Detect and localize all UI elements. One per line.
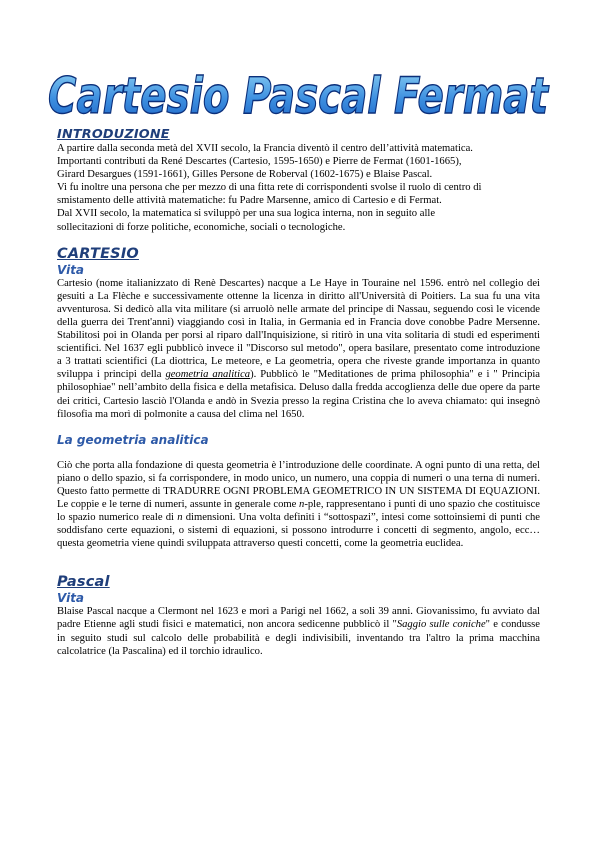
pascal-biography	[57, 605, 540, 657]
intro-line: Dal XVII secolo, la matematica si sviluppò per una sua logica interna, non in seguito alle	[57, 208, 436, 220]
wordart-title-text: Cartesio Pascal Fermat	[48, 67, 550, 124]
intro-line: Girard Desargues (1591-1661), Gilles Persone de Roberval (1602-1675) e Blaise Pascal.	[57, 169, 433, 181]
intro-heading: INTRODUZIONE	[57, 127, 170, 142]
intro-line: Importanti contributi da René Descartes (Cartesio, 1595-1650) e Pierre de Fermat (1601-1665),	[57, 156, 462, 168]
cartesio-heading: CARTESIO	[57, 245, 139, 262]
document-body	[57, 127, 540, 658]
intro-line: sollecitazioni di forze politiche, economiche, sociali o tecnologiche.	[57, 221, 346, 233]
intro-paragraph	[57, 142, 540, 234]
pascal-text-1: Blaise Pascal nacque a Clermont nel 1623 e morì a Parigi nel 1662, a soli 39 anni. Giovanissimo, fu avviato dal padre Etienne agli studi fisici e matematici, non ancora sedicenne pubblicò il "	[57, 606, 540, 631]
cartesio-subheading: Vita	[57, 262, 85, 277]
pascal-subheading: Vita	[57, 591, 85, 606]
geometria-heading: La geometria analitica	[57, 432, 209, 447]
geometria-text-1: Ciò che porta alla fondazione di questa geometria è l’introduzione delle coordinate. A ogni punto di una retta, del piano o dello spazio, si fa corrispondere, in modo unico, un numero, una coppia di numeri o una terna di numeri. Questo fatto permette di TRADURRE OGNI PROBLEMA GEOMETRICO IN UN SISTEMA DI EQUAZIONI. Le coppie e le terne di numeri, assunte in generale come	[57, 459, 540, 510]
pascal-book-title: Saggio sulle coniche	[396, 619, 486, 631]
intro-line: A partire dalla seconda metà del XVII secolo, la Francia diventò il centro dell’attività matematica.	[57, 143, 473, 154]
intro-line: smistamento delle attività matematiche: fu Padre Marsenne, amico di Cartesio e di Fermat.	[57, 195, 442, 207]
geometria-text-2: -ple, rappresentano i punti di uno spazio che costituisce lo spazio numerico reale di	[57, 498, 541, 524]
cartesio-text-2: ). Pubblicò le "Meditationes de prima philosophia" e i " Principia philosophiae" nell’ambito della fisica e della metafisica. Deluso dalla fredda accoglienza delle due opere da parte dei critici, Cartesio lasciò l'Olanda e andò in Svezia presso la regina Cristina che lo aveva chiamato: qui insegnò filosofia ma morì di polmonite a causa del clima nel 1650.	[57, 369, 541, 420]
geometria-analitica-link[interactable]: geometria analitica	[165, 369, 251, 381]
pascal-text-2: " e condusse in seguito studi sul calcolo delle probabilità e degli indivisibili, inventando tra l'altro la prima macchina calcolatrice (la Pascalina) ed il torchio idraulico.	[57, 619, 540, 657]
cartesio-biography	[57, 277, 540, 421]
geometria-text-3: dimensioni. Una volta definiti i “sottospazi”, intesi come sottoinsiemi di punti che soddisfano certe equazioni, o sistemi di equazioni, si possono introdurre i concetti di segmento, angolo, ecc…questa geometria viene quindi sviluppata attraverso questi concetti, come la geometria euclidea.	[57, 512, 540, 550]
wordart-title	[40, 64, 556, 124]
geometria-paragraph	[57, 459, 540, 551]
wordart-title-graphic	[40, 64, 556, 124]
geometria-n-2: n	[177, 512, 183, 524]
cartesio-text-1: Cartesio (nome italianizzato di Renè Descartes) nacque a Le Haye in Touraine nel 1596. entrò nel collegio dei gesuiti a La Flèche e successivamente ottenne la licenza in diritto all'Università di Poitiers. La sua fu una vita avventurosa. Si dedicò alla vita militare (si arruolò nelle armate del principe di Nassau, seguendo così le vicende della guerra dei Trent'anni) viaggiando così in Italia, in Germania ed in Francia dove conobbe Padre Mersenne. Stabilitosi poi in Olanda per porsi al riparo dall'Inquisizione, si ritirò in una vita solitaria di studi ed esperimenti scientifici. Nel 1637 egli pubblicò invece il "Discorso sul metodo", opera basilare, presentato come introduzione a 3 trattati scientifici (La diottrica, Le meteore, e La geometria, opera che riveste grande importanza in quanto sviluppa i principi della	[57, 277, 540, 381]
geometria-n-1: n	[299, 498, 305, 510]
intro-line: Vi fu inoltre una persona che per mezzo di una fitta rete di corrispondenti svolse il ruolo di centro di	[57, 182, 482, 194]
pascal-heading: Pascal	[57, 574, 110, 591]
